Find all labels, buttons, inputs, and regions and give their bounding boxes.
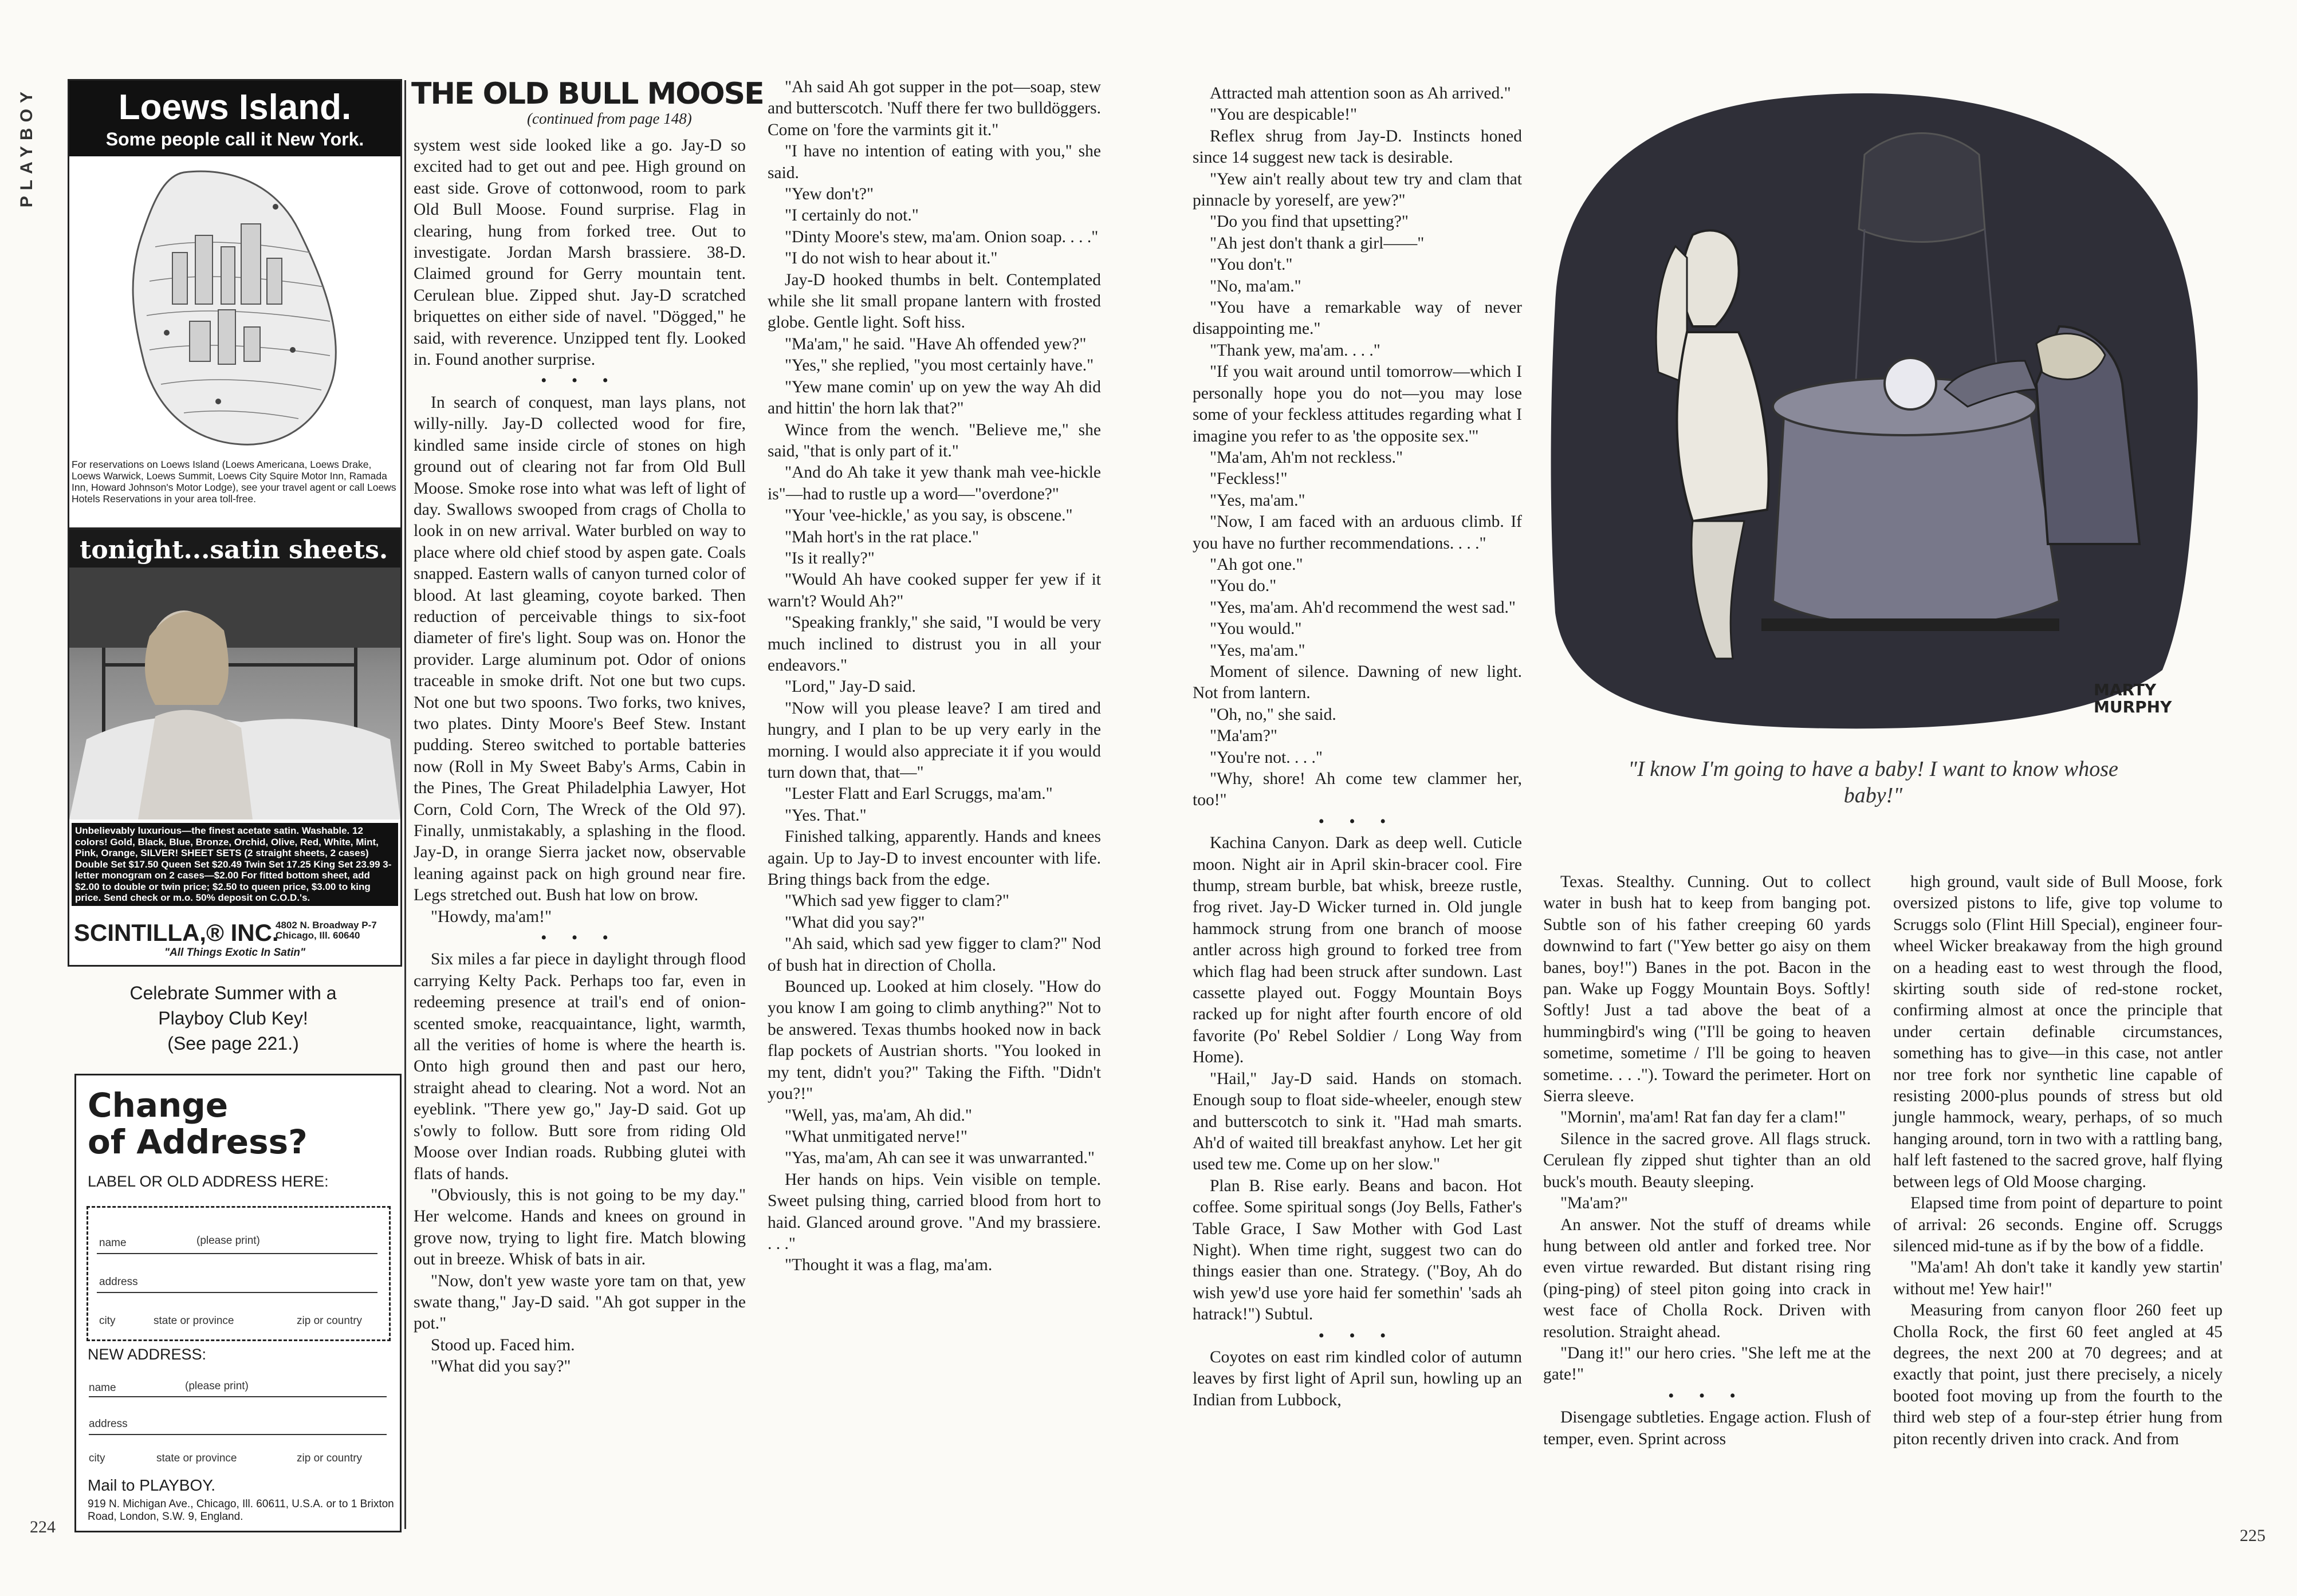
story-paragraph: "Ma'am, Ah'm not reckless."	[1210, 448, 1403, 467]
story-paragraph: "Yas, ma'am, Ah can see it was unwarranted."	[785, 1149, 1095, 1168]
story-paragraph: "Hail," Jay-D said. Hands on stomach. Enough soup to float side-wheeler, enough stew and butterscotch to sink it. "Had mah smarts. Ah'd of waited till breakfast anyhow. Let her git used tew me. Come up on her slow."	[1193, 1069, 1522, 1174]
story-paragraph: Wince from the wench. "Believe me," she said, "that is only part of it."	[768, 420, 1101, 460]
new-address-field-label: address	[89, 1418, 128, 1430]
story-paragraph: Moment of silence. Dawning of new light. Not from lantern.	[1193, 662, 1522, 703]
story-paragraph: Stood up. Faced him.	[431, 1335, 575, 1354]
change-of-address-form	[74, 1074, 402, 1532]
story-paragraph: "What unmitigated nerve!"	[785, 1127, 967, 1146]
signature-line-1: MARTY	[2094, 680, 2157, 699]
story-paragraph: "Well, yas, ma'am, Ah did."	[785, 1106, 972, 1125]
story-column-5	[1893, 872, 2223, 1450]
story-paragraph: "Howdy, ma'am!"	[431, 907, 552, 926]
story-column-3	[1193, 83, 1522, 1411]
story-paragraph: "I do not wish to hear about it."	[785, 249, 998, 268]
loews-ad-header	[69, 81, 400, 156]
story-paragraph: "Why, shore! Ah come tew clammer her, too!"	[1193, 770, 1522, 810]
story-paragraph: "Feckless!"	[1210, 470, 1288, 488]
story-paragraph: Disengage subtleties. Engage action. Flush of temper, even. Sprint across	[1543, 1408, 1871, 1448]
story-paragraph: "Dinty Moore's stew, ma'am. Onion soap. . . ."	[785, 227, 1099, 246]
story-paragraph: "Ah said Ah got supper in the pot—soap, stew and butterscotch. 'Nuff there fer two bulldöggers. Come on 'fore the varmints git it."	[768, 78, 1101, 139]
story-paragraph: "Mah hort's in the rat place."	[785, 527, 980, 546]
page-number-left: 224	[30, 1518, 56, 1536]
mail-to-address: 919 N. Michigan Ave., Chicago, Ill. 60611, U.S.A. or to 1 Brixton Road, London, S.W. 9, England.	[88, 1498, 394, 1523]
playboy-club-note	[68, 980, 399, 1056]
story-paragraph: "Which sad yew figger to clam?"	[785, 892, 1009, 911]
story-paragraph: Kachina Canyon. Dark as deep well. Cuticle moon. Night air in April skin-bracer cool. Fire thump, stream burble, bat whisk, breeze rustle, frog rivet. Jay-D Wicker turned in. Old jungle hammock strung from one branch of moose antler across high ground to forked tree from which flag had been struck after sundown. Last cassette played out. Foggy Mountain Boys racked up for night after fourth encore of old favorite (Po' Rebel Soldier / Long Way from Home).	[1193, 834, 1522, 1067]
story-paragraph: Elapsed time from point of departure to point of arrival: 26 seconds. Engine off. Scruggs silenced mid-tune as if by the bow of a fiddle.	[1893, 1194, 2223, 1255]
new-city-field-label: city	[89, 1452, 105, 1464]
story-paragraph: "Yes, ma'am."	[1210, 491, 1305, 510]
mail-to-label: Mail to PLAYBOY.	[88, 1476, 216, 1494]
change-of-address-heading	[88, 1087, 308, 1160]
story-paragraph: "Yes, ma'am."	[1210, 641, 1305, 660]
story-paragraph: "Ma'am?"	[1560, 1194, 1628, 1213]
story-paragraph: Bounced up. Looked at him closely. "How do you know I am going to climb anything?" Not to be answered. Texas thumbs hooked now in back flap pockets of Austrian shorts. "You looked in my tent, didn't you?" Taking the Fifth. "Didn't you?!"	[768, 978, 1101, 1104]
story-paragraph: "Yew mane comin' up on yew the way Ah did and hittin' the horn lak that?"	[768, 377, 1101, 418]
story-paragraph: "You would."	[1210, 620, 1302, 639]
story-paragraph: Silence in the sacred grove. All flags struck. Cerulean fly zipped shut tighter than an old buck's mouth. Beauty sleeping.	[1543, 1129, 1871, 1191]
story-paragraph: Finished talking, apparently. Hands and knees again. Up to Jay-D to invest encounter with life. Bring things back from the edge.	[768, 827, 1101, 889]
loews-ad-subhead: Some people call it New York.	[105, 129, 364, 149]
marty-murphy-cartoon	[1544, 86, 2202, 733]
story-paragraph: "No, ma'am."	[1210, 277, 1301, 295]
story-paragraph: "Lester Flatt and Earl Scruggs, ma'am."	[785, 785, 1053, 803]
story-paragraph: "Yew don't?"	[785, 185, 874, 204]
club-note-line-3: (See page 221.)	[167, 1033, 299, 1054]
new-address-line[interactable]	[89, 1434, 387, 1435]
story-paragraph: Attracted mah attention soon as Ah arrived."	[1210, 84, 1511, 103]
story-paragraph: "Now will you please leave? I am tired and hungry, and I plan to be up very early in the morning. I would also appreciate it if you would turn down that, that—"	[768, 699, 1101, 782]
new-print-hint: (please print)	[185, 1380, 249, 1392]
scintilla-logo: SCINTILLA,® INC.	[74, 919, 279, 946]
scintilla-ad-headline: tonight...satin sheets.	[69, 530, 400, 568]
coa-heading-line-1: Change	[88, 1086, 229, 1125]
old-name-line[interactable]	[97, 1253, 377, 1254]
old-name-field-label: name	[99, 1237, 127, 1249]
story-paragraph: "You don't."	[1210, 255, 1293, 274]
old-print-hint: (please print)	[196, 1235, 260, 1247]
scintilla-satin-sheets-ad	[68, 528, 402, 967]
new-name-line[interactable]	[89, 1396, 387, 1397]
story-paragraph: "Yes," she replied, "you most certainly have."	[785, 356, 1094, 375]
story-column-2	[768, 77, 1101, 1276]
story-paragraph: Coyotes on east rim kindled color of autumn leaves by first light of April sun, howling up an Indian from Lubbock,	[1193, 1347, 1522, 1409]
story-column-4	[1543, 872, 1871, 1450]
old-state-field-label: state or province	[154, 1315, 234, 1327]
story-paragraph: "You're not. . . ."	[1210, 748, 1323, 767]
club-note-line-2: Playboy Club Key!	[158, 1008, 308, 1028]
story-paragraph: "I have no intention of eating with you," she said.	[768, 142, 1101, 182]
story-paragraph: "Now, I am faced with an arduous climb. If you have no further recommendations. . . ."	[1193, 513, 1522, 553]
cartoon-caption: "I know I'm going to have a baby! I want to know whose baby!"	[1628, 757, 2118, 807]
story-paragraph: Measuring from canyon floor 260 feet up Cholla Rock, the first 60 feet angled at 45 degrees, the next 200 at 70 degrees; and at exactly that point, just there precisely, a nicely booted foot moving up from the fourth to the third web step of a four-step étrier hung from piton recently driven into crack. And from	[1893, 1301, 2223, 1448]
new-address-label: NEW ADDRESS:	[88, 1346, 207, 1363]
story-paragraph: Six miles a far piece in daylight through flood carrying Kelty Pack. Perhaps too far, even in redeeming presence at trail's end of onion-scented smoke, reacquaintance, light, warmth, all the verities of home is where the hearth is. Onto high ground then and past our hero, straight ahead to clearing. Not a word. Not an eyeblink. "There yew go," Jay-D said. Got up s'owly to follow. Butt sore from riding Old Moose over Indian roads. Rubbing glutei with flats of hands.	[414, 950, 746, 1183]
story-paragraph: "Dang it!" our hero cries. "She left me at the gate!"	[1543, 1343, 1871, 1384]
story-paragraph: system west side looked like a go. Jay-D so excited had to get out and pee. High ground on east side. Grove of cottonwood, room to park Old Bull Moose. Found surprise. Flag in clearing, hung from forked tree. Out to investigate. Jordan Marsh brassiere. 38-D. Claimed ground for Gerry mountain tent. Cerulean blue. Zipped shut. Jay-D scratched briquettes on either side of navel. "Dögged," he said, with reverence. Unzipped tent fly. Looked in. Found another surprise.	[414, 136, 746, 369]
story-paragraph: Jay-D hooked thumbs in belt. Contemplated while she lit small propane lantern with frosted globe. Gentle light. Soft hiss.	[768, 270, 1101, 332]
column-rule	[404, 80, 406, 1529]
story-paragraph: "Ah jest don't thank a girl——"	[1210, 234, 1425, 253]
story-paragraph: Plan B. Rise early. Beans and bacon. Hot coffee. Some spiritual songs (Joy Bells, Father's Table Grace, I Saw Mother with God Last Night). When time right, suggest two can do things easier than one. Strategy. ("Boy, Ah do wish yew'd use yore haid fer somethin' 'sads ah hatrack!") Subtul.	[1193, 1176, 1522, 1324]
new-name-field-label: name	[89, 1382, 116, 1394]
section-break: • • •	[1668, 1386, 1746, 1405]
story-paragraph: "If you wait around until tomorrow—which I personally hope you do not—you may lose some of your feckless attitudes regarding what I imagine you refer to as 'the opposite sex.'"	[1193, 362, 1522, 446]
fortune-teller-illustration	[1544, 86, 2202, 733]
coa-heading-line-2: of Address?	[88, 1122, 308, 1161]
story-paragraph: high ground, vault side of Bull Moose, fork oversized pistons to life, give top volume to Scruggs solo (Flint Hill Special), engineer four-wheel Wicker breakaway from the high ground on a heading east to west through the flood, skirting south side of red-stone rocket, confirming almost at once the principle that under certain definable circumstances, something has to give—in this case, not antler nor tree fork nor synthetic line capable of resisting 2000-plus pounds of stress but old jungle hammock, weary, perhaps, of so much hanging around, torn in two with a rattling bang, half left fastened to the sacred grove, half flying between legs of Old Moose charging.	[1893, 873, 2223, 1191]
loews-ad-headline: Loews Island.	[118, 88, 352, 127]
story-paragraph: "Lord," Jay-D said.	[785, 677, 916, 696]
story-paragraph: "Ma'am?"	[1210, 727, 1277, 746]
scintilla-tagline: "All Things Exotic In Satin"	[164, 947, 306, 959]
signature-line-2: MURPHY	[2094, 697, 2172, 716]
story-continued-note: (continued from page 148)	[527, 110, 692, 127]
story-paragraph: "Yes. That."	[785, 806, 867, 825]
story-paragraph: "You do."	[1210, 577, 1277, 596]
running-head: PLAYBOY	[17, 86, 36, 208]
story-paragraph: "Ma'am! Ah don't take it kandly yew startin' without me! Yew hair!"	[1893, 1258, 2223, 1298]
story-paragraph: "Thank yew, ma'am. . . ."	[1210, 341, 1380, 360]
story-paragraph: Reflex shrug from Jay-D. Instincts honed since 14 suggest new tack is desirable.	[1193, 127, 1522, 167]
section-break: • • •	[1318, 812, 1397, 831]
old-city-field-label: city	[99, 1315, 116, 1327]
story-paragraph: "Your 'vee-hickle,' as you say, is obscene."	[785, 506, 1073, 525]
story-paragraph: "You are despicable!"	[1210, 105, 1358, 124]
section-break: • • •	[541, 929, 619, 948]
story-paragraph: "Ah said, which sad yew figger to clam?" Nod of bush hat in direction of Cholla.	[768, 935, 1101, 975]
loews-ad-fine-print: For reservations on Loews Island (Loews Americana, Loews Drake, Loews Warwick, Loews Summit, Loews City Squire Motor Inn, Ramada Inn, Howard Johnson's Motor Lodge), see your travel agent or call Loews Hotels Reservations in your area toll-free.	[72, 459, 396, 505]
story-paragraph: "Ah got one."	[1210, 555, 1303, 574]
story-paragraph: "Is it really?"	[785, 549, 875, 568]
scintilla-address: 4802 N. Broadway P-7 Chicago, Ill. 60640	[276, 920, 377, 941]
woman-in-bed-photo	[69, 568, 400, 819]
story-paragraph: In search of conquest, man lays plans, not willy-nilly. Jay-D collected wood for fire, kindled same inside circle of stones on high ground out of clearing not far from Old Bull Moose. Smoke rose into what was left of light of day. Swallows swooped from crags of Cholla to look in on new arrival. Water burbled on way to place where old chief stood by aspen gate. Coals snapped. Eastern walls of canyon turned color of blood. At last gleaming, coyote barked. Then reduction of perceivable things to six-foot diameter of fire's light. Soup was on. Honor the provider. Large aluminum pot. Odor of onions traceable in smoke drift. Not one but two cups. Not one but two spoons. Two forks, two knives, two plates. Dinty Moore's Beef Stew. Instant pudding. Stereo switched to portable batteries now (Roll in My Sweet Baby's Arms, Cabin in the Pines, The Great Philadelphia Lawyer, Hot Corn, Cold Corn, The Wreck of the Old 97). Finally, unmistakably, a splashing in the flood. Jay-D, in orange Sierra jacket now, observable leaning against pack on high ground near fire. Legs stretched out. Bush hat low on brow.	[414, 393, 746, 905]
story-title: THE OLD BULL MOOSE	[411, 77, 764, 111]
story-paragraph: "Speaking frankly," she said, "I would be very much inclined to distrust you in all your endeavors."	[768, 613, 1101, 675]
section-break: • • •	[1318, 1326, 1397, 1345]
story-paragraph: "Yes, ma'am. Ah'd recommend the west sad."	[1210, 598, 1516, 617]
old-address-field-label: address	[99, 1276, 138, 1288]
story-paragraph: "Mornin', ma'am! Rat fan day fer a clam!"	[1560, 1108, 1846, 1127]
old-address-label: LABEL OR OLD ADDRESS HERE:	[88, 1173, 329, 1190]
old-address-line[interactable]	[97, 1292, 377, 1293]
section-break: • • •	[541, 372, 619, 391]
story-paragraph: Texas. Stealthy. Cunning. Out to collect water in bush hat to keep from banging pot. Subtle son of his father creeping 60 yards downwind to fart ("Yew better go aisy on them banes, boy!") Banes in the pot. Bacon in the pan. Wake up Foggy Mountain Boys. Softly! Softly! Just a tad above the beat of a hummingbird's wing ("I'll be going to heaven sometime, sometime / I'll be going to heaven sometime. . . ."). Toward the perimeter. Hort on Sierra sleeve.	[1543, 873, 1871, 1106]
scintilla-ad-copy: Unbelievably luxurious—the finest acetate satin. Washable. 12 colors! Gold, Black, Blue, Bronze, Orchid, Olive, Red, White, Mint, Pink, Orange, SILVER! SHEET SETS (2 straight sheets, 2 cases) Double Set $17.50 Queen Set $20.49 Twin Set 17.25 King Set 23.99 3-letter monogram on 2 cases—$2.00 For fitted bottom sheet, add $2.00 to double or twin price; $2.50 to queen price, $3.00 to king price. Send check or m.o. 50% deposit on C.O.D.'s.	[72, 823, 398, 906]
club-note-line-1: Celebrate Summer with a	[129, 983, 337, 1003]
story-paragraph: "What did you say?"	[785, 913, 925, 932]
new-zip-field-label: zip or country	[297, 1452, 363, 1464]
page-number-right: 225	[2240, 1526, 2265, 1545]
story-column-1	[414, 135, 746, 1378]
new-state-field-label: state or province	[156, 1452, 237, 1464]
story-paragraph: "Do you find that upsetting?"	[1210, 212, 1409, 231]
cartoonist-signature	[2094, 681, 2172, 716]
story-paragraph: "Obviously, this is not going to be my day." Her welcome. Hands and knees on ground in grove now, trying to light fire. Match blowing out in breeze. Whisk of bats in air.	[414, 1185, 746, 1269]
story-paragraph: "And do Ah take it yew thank mah vee-hickle is"—had to rustle up a word—"overdone?"	[768, 463, 1101, 503]
story-paragraph: "Now, don't yew waste yore tam on that, yew swate thang," Jay-D said. "Ah got supper in the pot."	[414, 1271, 746, 1333]
story-paragraph: "I certainly do not."	[785, 206, 919, 225]
manhattan-island-illustration	[104, 161, 367, 453]
old-zip-field-label: zip or country	[297, 1315, 363, 1327]
loews-island-ad	[68, 79, 402, 529]
story-paragraph: "Thought it was a flag, ma'am.	[785, 1256, 993, 1275]
story-paragraph: An answer. Not the stuff of dreams while hung between old antler and forked tree. Nor even virtue rewarded. But distant rising ring (ping-ping) of steel piton going into crack in west face of Cholla Rock. Driven with resolution. Straight ahead.	[1543, 1215, 1871, 1341]
story-paragraph: "What did you say?"	[431, 1357, 571, 1376]
story-paragraph: "Ma'am," he said. "Have Ah offended yew?"	[785, 334, 1087, 353]
story-paragraph: "Oh, no," she said.	[1210, 705, 1336, 724]
story-paragraph: "You have a remarkable way of never disappointing me."	[1193, 298, 1522, 338]
story-paragraph: Her hands on hips. Vein visible on temple. Sweet pulsing thing, carried blood from hort to haid. Glanced around grove. "And my brassiere. . . ."	[768, 1170, 1101, 1253]
story-paragraph: "Yew ain't really about tew try and clam that pinnacle by yoreself, are yew?"	[1193, 170, 1522, 210]
story-paragraph: "Would Ah have cooked supper fer yew if it warn't? Would Ah?"	[768, 570, 1101, 610]
